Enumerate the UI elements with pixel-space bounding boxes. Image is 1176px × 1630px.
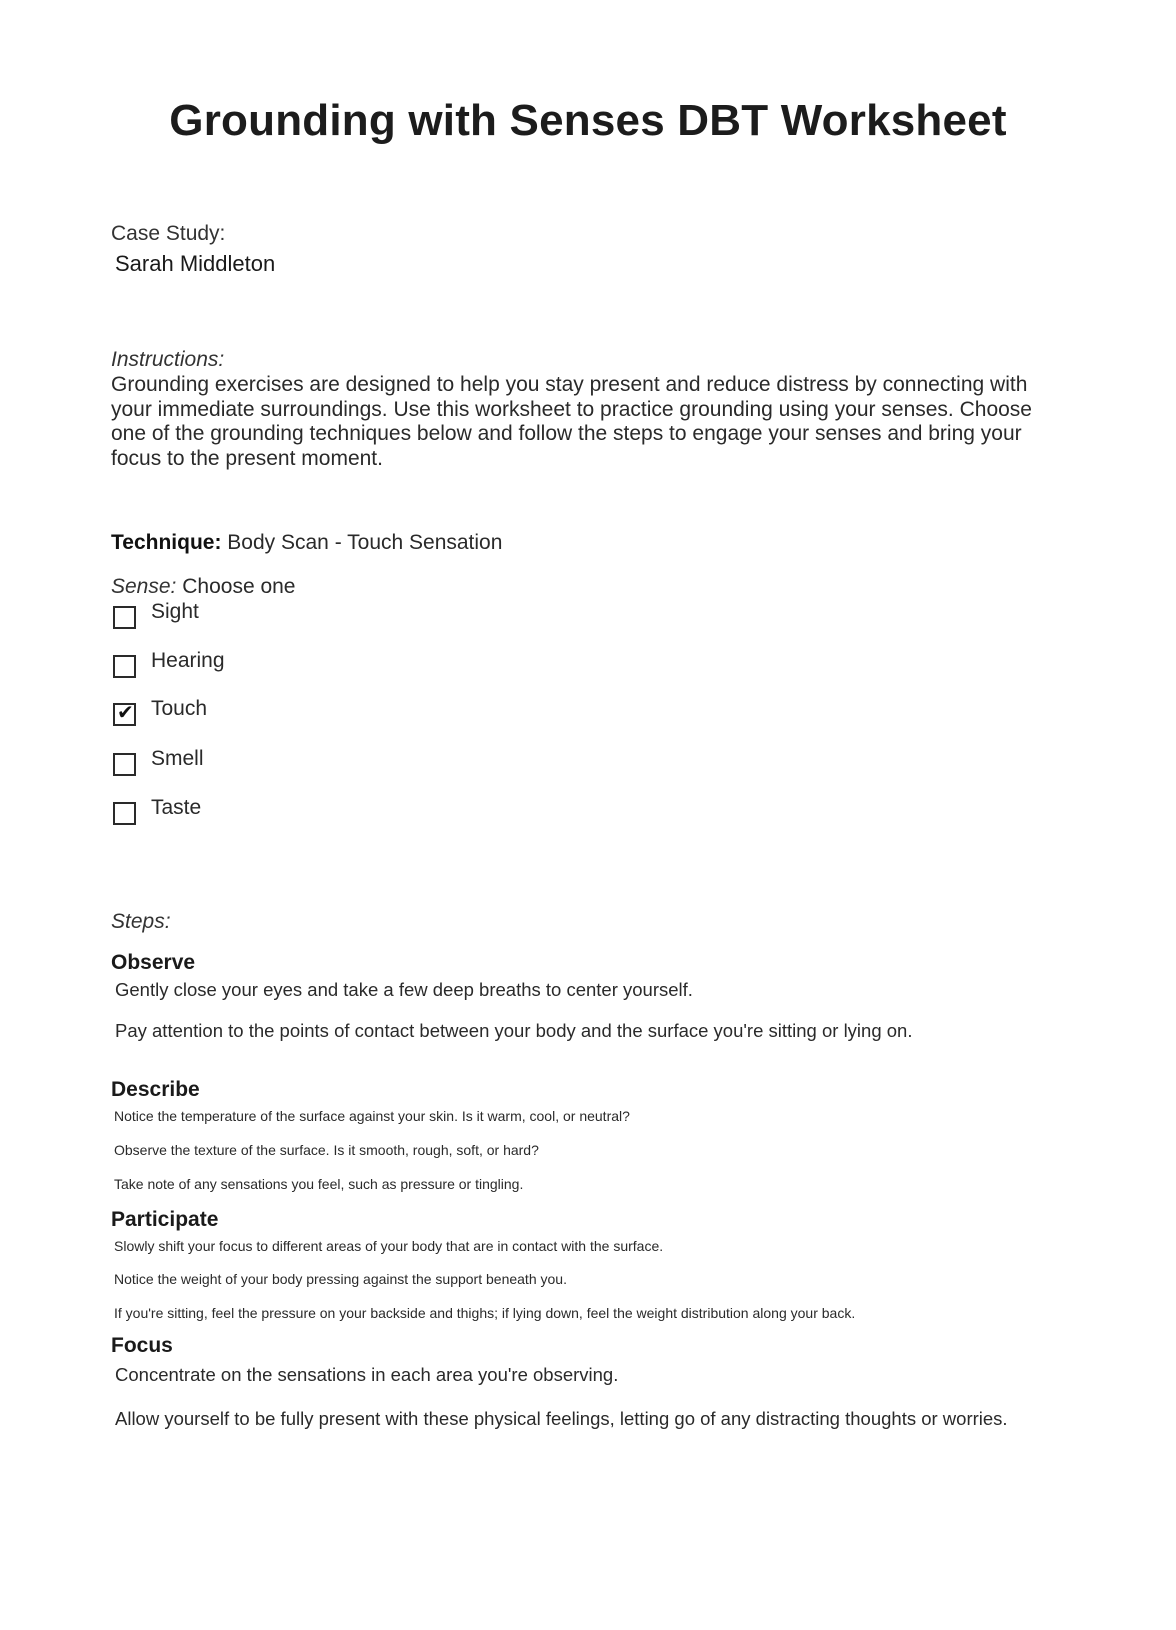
participate-line: Slowly shift your focus to different areas of your body that are in contact with the surface. [114,1238,664,1254]
technique-value: Body Scan - Touch Sensation [227,531,503,554]
describe-heading: Describe [111,1078,200,1101]
sense-label: Sense: [111,575,177,598]
participate-line: Notice the weight of your body pressing against the support beneath you. [114,1271,567,1287]
sense-option-hearing[interactable] [113,649,225,679]
sense-option-smell[interactable] [113,747,204,777]
page-title: Grounding with Senses DBT Worksheet [169,96,1007,145]
focus-heading: Focus [111,1334,173,1357]
sense-option-taste[interactable] [113,796,201,826]
steps-label: Steps: [111,910,171,933]
case-study-label: Case Study: [111,222,226,245]
participate-line: If you're sitting, feel the pressure on your backside and thighs; if lying down, feel the weight distribution along your back. [114,1305,856,1321]
observe-line: Pay attention to the points of contact between your body and the surface you're sitting or lying on. [115,1020,913,1041]
describe-line: Notice the temperature of the surface against your skin. Is it warm, cool, or neutral? [114,1108,630,1124]
checkbox-hearing[interactable] [113,655,136,678]
focus-line: Concentrate on the sensations in each area you're observing. [115,1364,619,1385]
sense-row [111,575,296,599]
describe-line: Take note of any sensations you feel, such as pressure or tingling. [114,1176,524,1192]
instructions-text: Grounding exercises are designed to help you stay present and reduce distress by connecting with your immediate surroundings. Use this worksheet to practice grounding using your senses. Choose one of the grounding techniques below and follow the steps to engage your senses and bring your focus to the present moment. [111,373,1032,470]
participate-heading: Participate [111,1208,219,1231]
check-mark-icon: ✔ [117,701,134,724]
sense-option-sight[interactable] [113,600,199,630]
sense-option-touch[interactable] [113,697,207,727]
checkbox-taste[interactable] [113,802,136,825]
describe-line: Observe the texture of the surface. Is it smooth, rough, soft, or hard? [114,1142,539,1158]
observe-line: Gently close your eyes and take a few deep breaths to center yourself. [115,979,693,1000]
sense-option-label: Hearing [151,649,225,672]
checkbox-sight[interactable] [113,606,136,629]
sense-option-label: Touch [151,697,208,720]
focus-line: Allow yourself to be fully present with these physical feelings, letting go of any distracting thoughts or worries. [115,1408,1008,1429]
observe-heading: Observe [111,951,196,974]
sense-option-label: Sight [151,600,199,623]
checkbox-smell[interactable] [113,753,136,776]
checkbox-touch[interactable] [113,703,136,726]
case-study-name: Sarah Middleton [115,251,276,276]
sense-option-label: Smell [151,747,204,770]
sense-prompt: Choose one [182,575,296,598]
sense-option-label: Taste [151,796,202,819]
technique-label: Technique: [111,531,222,554]
technique-row [111,531,502,555]
instructions-label: Instructions: [111,348,225,371]
